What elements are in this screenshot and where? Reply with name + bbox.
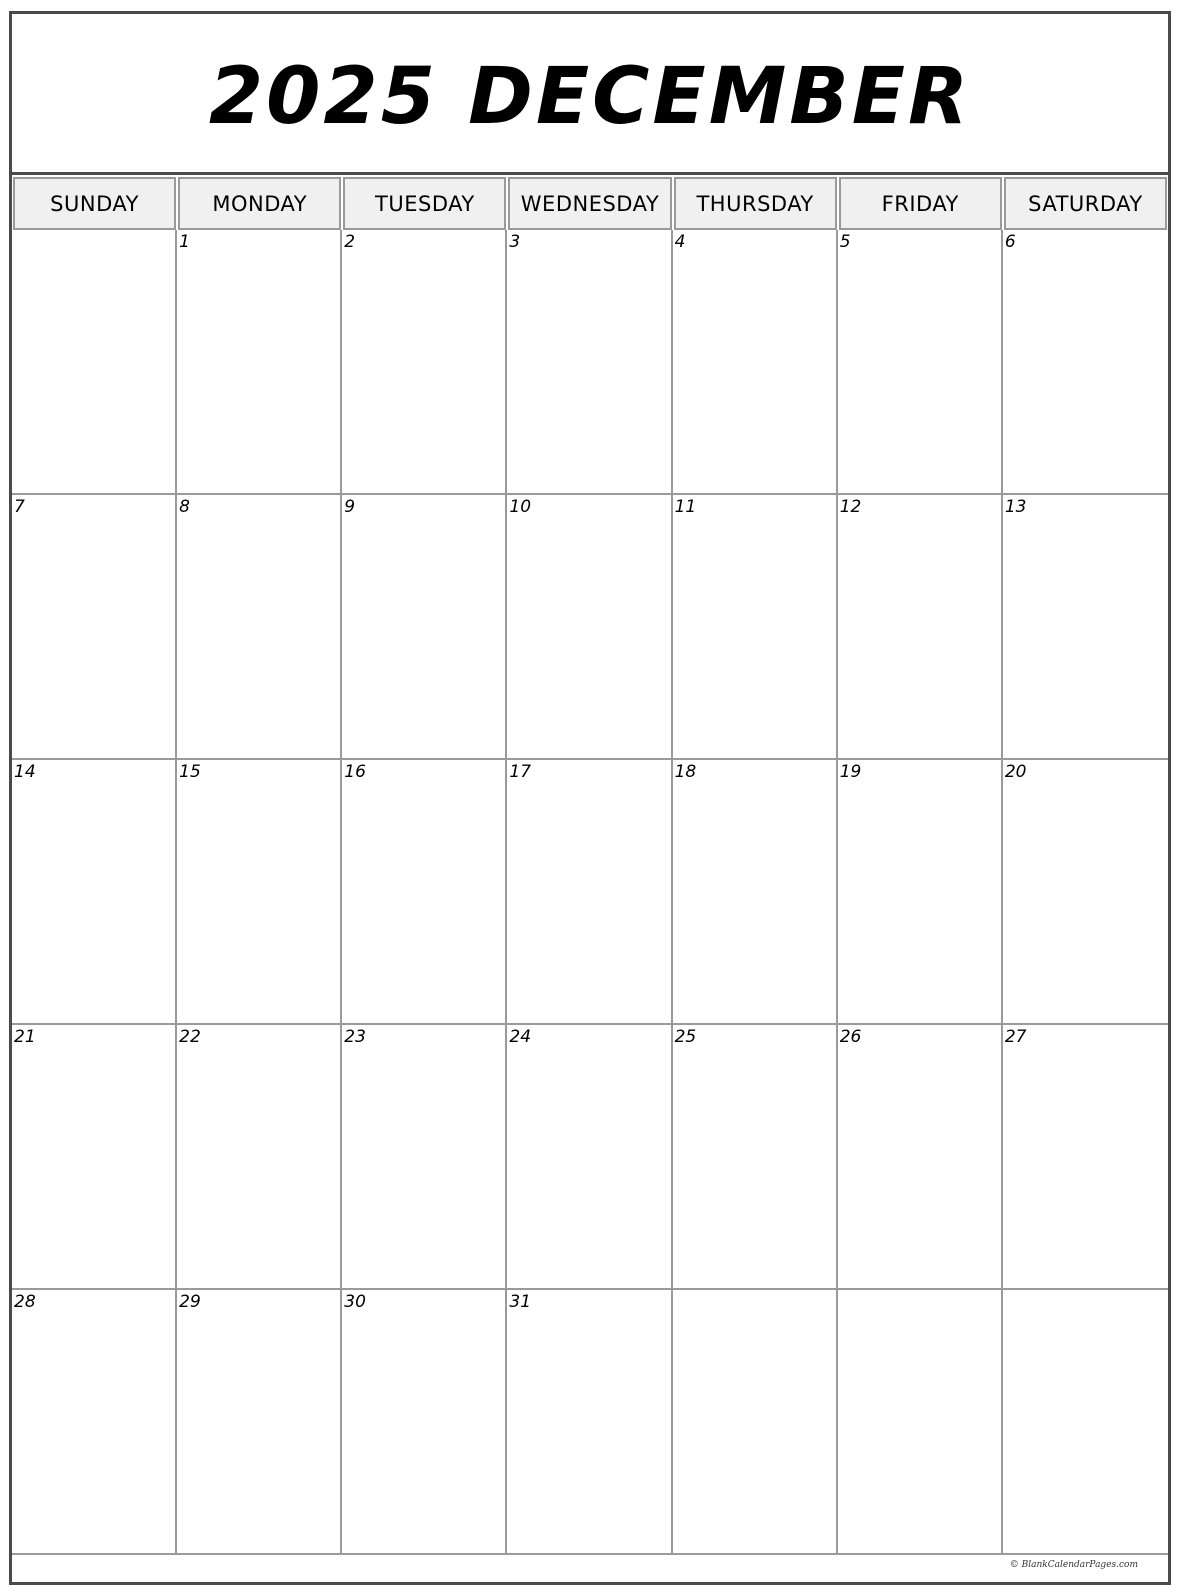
day-number: 30 [344,1292,366,1312]
day-cell [177,495,342,760]
calendar-grid [12,175,1168,1582]
day-number: 31 [509,1292,532,1312]
day-number: 19 [839,762,862,782]
day-number: 15 [179,762,201,782]
calendar-title: 2025 DECEMBER [208,52,972,142]
day-cell [1003,230,1168,495]
day-number: 6 [1004,232,1016,252]
day-number: 13 [1004,497,1027,517]
day-number: 4 [674,232,686,252]
day-number: 23 [344,1027,366,1047]
day-number: 8 [179,497,190,517]
day-number: 14 [14,762,36,782]
day-cell [673,495,838,760]
day-cell [673,1025,838,1290]
day-cell [507,495,672,760]
day-number: 18 [674,762,697,782]
day-number: 10 [509,497,532,517]
day-cell [838,495,1003,760]
day-cell [838,230,1003,495]
day-cell [1003,1025,1168,1290]
day-cell [12,495,177,760]
day-cell [673,230,838,495]
title-band [12,14,1168,175]
weekday-wednesday: WEDNESDAY [508,177,671,230]
day-cell [1003,1290,1168,1555]
day-cell [673,760,838,1025]
day-number: 21 [14,1027,36,1047]
weekday-friday: FRIDAY [839,177,1002,230]
day-number: 26 [839,1027,862,1047]
weekday-monday: MONDAY [178,177,341,230]
day-number: 24 [509,1027,532,1047]
weeks-grid [12,230,1168,1555]
day-cell [342,1290,507,1555]
weekday-saturday: SATURDAY [1004,177,1167,230]
day-cell [507,760,672,1025]
day-cell [177,1025,342,1290]
day-cell [838,1025,1003,1290]
day-number: 5 [839,232,851,252]
day-cell [342,1025,507,1290]
day-cell [1003,495,1168,760]
day-cell [177,760,342,1025]
day-cell [673,1290,838,1555]
day-cell [12,230,177,495]
day-cell [177,230,342,495]
day-number: 25 [674,1027,697,1047]
credit-text: © BlankCalendarPages.com [1009,1560,1138,1570]
day-cell [342,495,507,760]
day-cell [177,1290,342,1555]
day-number: 7 [14,497,25,517]
day-number: 11 [674,497,697,517]
day-number: 3 [509,232,521,252]
weekday-thursday: THURSDAY [674,177,837,230]
weekday-header-row [12,175,1168,230]
day-cell [838,1290,1003,1555]
day-number: 20 [1004,762,1027,782]
day-cell [12,1025,177,1290]
day-cell [838,760,1003,1025]
day-cell [1003,760,1168,1025]
day-number: 9 [344,497,356,517]
day-number: 22 [179,1027,201,1047]
day-number: 1 [179,232,190,252]
weekday-tuesday: TUESDAY [343,177,506,230]
day-number: 17 [509,762,532,782]
day-cell [507,1025,672,1290]
day-number: 29 [179,1292,201,1312]
day-number: 12 [839,497,862,517]
day-number: 2 [344,232,356,252]
day-number: 27 [1004,1027,1027,1047]
day-cell [507,230,672,495]
day-cell [342,760,507,1025]
day-cell [12,1290,177,1555]
day-number: 28 [14,1292,36,1312]
weekday-sunday: SUNDAY [13,177,176,230]
calendar-frame [9,11,1171,1585]
day-number: 16 [344,762,366,782]
day-cell [507,1290,672,1555]
day-cell [342,230,507,495]
day-cell [12,760,177,1025]
